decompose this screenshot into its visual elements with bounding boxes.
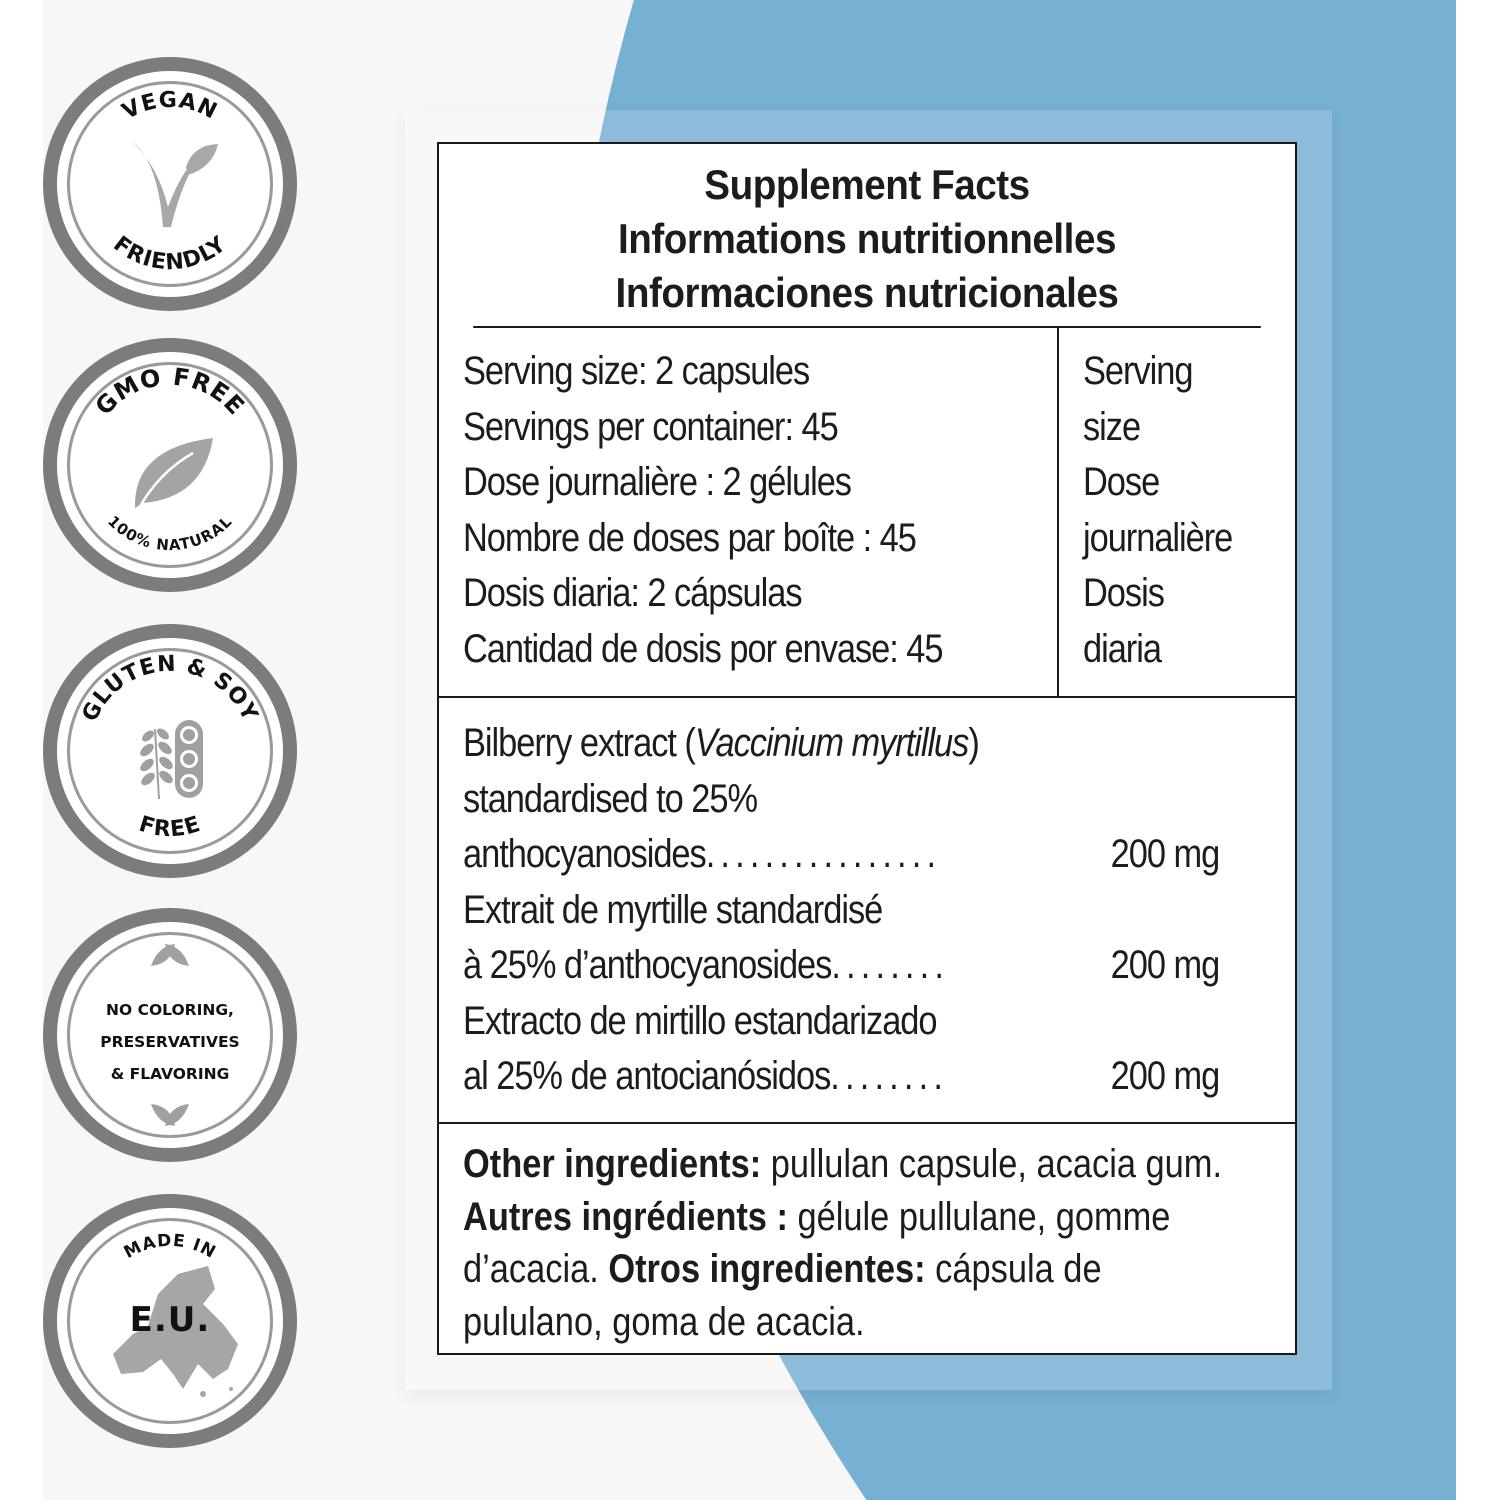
vegan-friendly-badge [43,57,297,311]
other-ingredients-es-label: Otros ingredientes: [608,1247,926,1291]
no-additives-line-2: PRESERVATIVES [100,1033,240,1051]
gmo-top-text: GMO FREE [89,362,251,421]
serving-size-es: Dosis diaria: 2 cápsulas [463,571,802,615]
col-header-line-4: journalière [1083,515,1233,560]
no-additives-line-1: NO COLORING, [106,1001,234,1019]
made-in-top-text: MADE IN [120,1230,220,1263]
ingredient-fr-line-2: à 25% d’anthocyanosides........ [463,943,950,987]
other-ingredients-section [439,1124,1295,1348]
ingredient-es-line-1: Extracto de mirtillo estandarizado [463,998,937,1043]
vegan-v-leaf-icon [133,142,218,227]
title-en: Supplement Facts [704,161,1030,208]
title-fr: Informations nutritionnelles [617,215,1117,262]
serving-info-section [439,328,1295,698]
gmo-bottom-text: 100% NATURAL [104,512,236,555]
supplement-facts-label [437,142,1297,1355]
ingredient-en-line-3: anthocyanosides................ [463,832,942,876]
eu-text: E.U. [129,1300,211,1340]
ingredient-es-amount: 200 mg [1110,1054,1219,1098]
title-es: Informaciones nutricionales [615,269,1119,316]
serving-size-en: Serving size: 2 capsules [463,349,810,393]
ingredient-fr-line-1: Extrait de myrtille standardisé [463,887,883,932]
gluten-soy-free-badge [43,624,297,878]
serving-size-fr: Dose journalière : 2 gélules [463,460,851,504]
gluten-soy-bottom-text: FREE [136,811,204,843]
col-header-line-6: diaria [1083,626,1161,671]
col-header-line-3: Dose [1083,460,1160,504]
other-ingredients-en-label: Other ingredients: [463,1142,762,1186]
no-additives-line-3: & FLAVORING [110,1065,230,1083]
made-in-eu-badge [43,1194,297,1448]
vegan-bottom-text: FRIENDLY [108,231,232,276]
active-ingredients-section [439,698,1295,1124]
gluten-soy-top-text: GLUTEN & SOY [77,651,263,726]
col-header-line-1: Serving [1083,349,1193,393]
label-header [473,144,1261,328]
ingredient-en-line-2: standardised to 25% [463,776,758,821]
gmo-free-badge [43,338,297,592]
col-header-line-2: size [1083,404,1141,449]
other-ingredients-fr-label: Autres ingrédients : [463,1194,788,1239]
serving-info-left [439,328,1059,696]
ingredient-en-amount: 200 mg [1110,832,1219,876]
no-additives-badge [43,908,297,1162]
ingredient-en-line-1: Bilberry extract (Vaccinium myrtillus) [463,721,979,765]
vegan-top-text: VEGAN [118,87,222,125]
leaf-icon [135,438,213,510]
wheat-soybean-icon [138,720,203,799]
ingredient-es-line-2: al 25% de antocianósidos........ [463,1054,949,1098]
col-header-line-5: Dosis [1083,571,1164,615]
other-ingredients-en-text: pullulan capsule, acacia gum. [761,1142,1223,1186]
ingredient-fr-amount: 200 mg [1110,943,1219,987]
other-ingredients-fr-text: gélule pullulane, gomme d’acacia. [463,1194,1171,1291]
servings-per-container-en: Servings per container: 45 [463,404,838,449]
servings-per-container-es: Cantidad de dosis por envase: 45 [463,626,943,671]
servings-per-container-fr: Nombre de doses par boîte : 45 [463,515,916,560]
serving-info-right [1059,328,1295,696]
other-ingredients-es-text: cápsula de pululano, goma de acacia. [463,1247,1102,1344]
